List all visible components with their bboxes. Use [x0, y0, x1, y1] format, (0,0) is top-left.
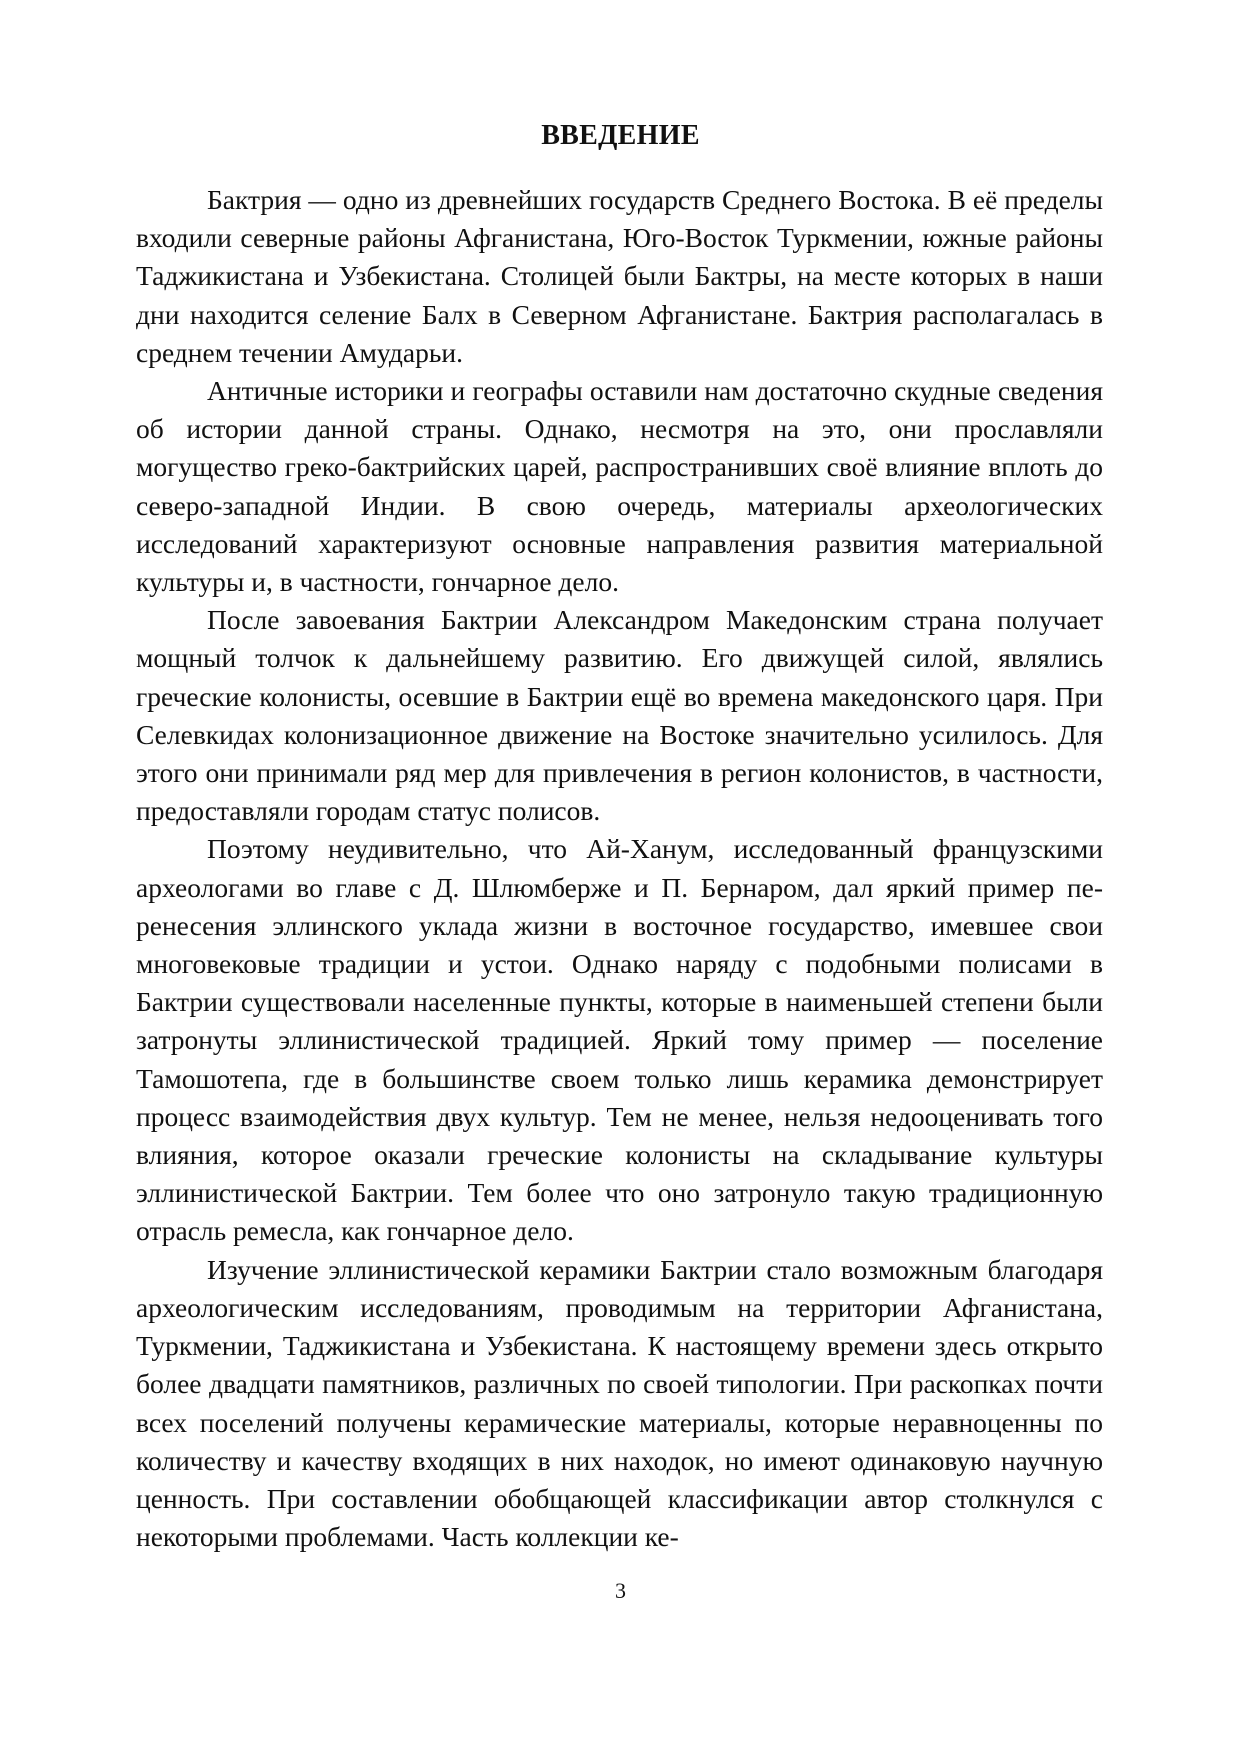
paragraph: После завоевания Бактрии Александром Македонским страна получает мощный толчок к дальнейшему развитию. Его движущей силой, являлись греческие колонисты, осевшие в Бактрии ещё во времена македонского царя. При Селевкидах колонизационное движение на Востоке значительно усилилось. Для этого они принимали ряд мер для привлечения в регион колонистов, в частности, предоставляли городам статус полисов.: [136, 604, 1103, 827]
page-number: 3: [615, 1578, 626, 1603]
page-title: ВВЕДЕНИЕ: [541, 120, 700, 151]
paragraph: Бактрия — одно из древнейших государств Среднего Востока. В её пределы входили северные районы Афганистана, Юго-Восток Туркмении, южные районы Таджикистана и Узбекистана. Столицей были Бактры, на месте которых в наши дни находится селение Балх в Северном Афганистане. Бактрия располагалась в среднем течении Амударьи.: [136, 184, 1103, 368]
body-text: [136, 181, 1103, 1556]
paragraph: Поэтому неудивительно, что Ай-Ханум, исследованный французскими археологами во главе с Д. Шлюмберже и П. Бернаром, дал яркий пример перенесения эллинского уклада жизни в восточное государство, имевшее свои многовековые традиции и устои. Однако наряду с подобными полисами в Бактрии существовали населенные пункты, которые в наименьшей степени были затронуты эллинистической традицией. Яркий тому пример — поселение Тамошотепа, где в большинстве своем только лишь керамика демонстрирует процесс взаимодействия двух культур. Тем не менее, нельзя недооценивать того влияния, которое оказали греческие колонисты на складывание культуры эллинистической Бактрии. Тем более что оно затронуло такую традиционную отрасль ремесла, как гончарное дело.: [136, 833, 1103, 1247]
paragraph: Античные историки и географы оставили нам достаточно скудные сведения об истории данной страны. Однако, несмотря на это, они прославляли могущество греко-бактрийских царей, распространивших своё влияние вплоть до северо-западной Индии. В свою очередь, материалы археологических исследований характеризуют основные направления развития материальной культуры и, в частности, гончарное дело.: [136, 375, 1103, 598]
paragraph: Изучение эллинистической керамики Бактрии стало возможным благодаря археологическим исследованиям, проводимым на территории Афганистана, Туркмении, Таджикистана и Узбекистана. К настоящему времени здесь открыто более двадцати памятников, различных по своей типологии. При раскопках почти всех поселений получены керамические материалы, которые неравноценны по количеству и качеству входящих в них находок, но имеют одинаковую научную ценность. При составлении обобщающей классификации автор столкнулся с некоторыми проблемами. Часть коллекции ке-: [136, 1253, 1103, 1553]
